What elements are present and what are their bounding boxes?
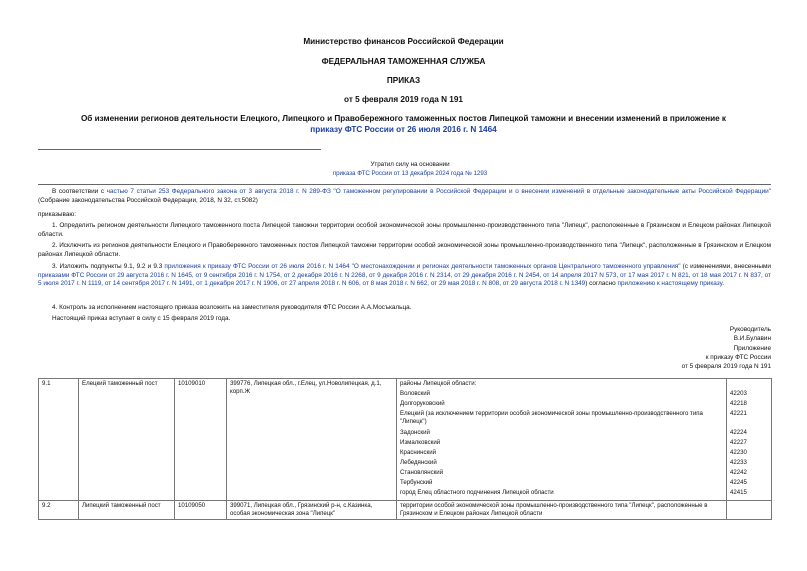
region-code: 42224 xyxy=(730,429,747,436)
region-name: Елецкий (за исключением территории особой экономической зоны промышленно-производственного типа "Липецк") xyxy=(400,410,703,425)
region-code: 42233 xyxy=(730,459,747,466)
region-code: 42415 xyxy=(730,489,747,496)
region-code: 42227 xyxy=(730,439,747,446)
header-divider xyxy=(38,149,321,150)
region-name: Лебедянский xyxy=(400,459,437,466)
federal-law-link[interactable]: частью 7 статьи 253 Федерального закона от 3 августа 2018 г. N 289-ФЗ "О таможенном регулировании в Российской Федерации и о внесении изменений в отдельные законодательные акты Российской Федерации" xyxy=(106,188,771,195)
item-4: 4. Контроль за исполнением настоящего приказа возложить на заместителя руководителя ФТС России А.А.Мосъкальца. xyxy=(52,304,412,311)
appendix-label: Приложение xyxy=(733,344,771,352)
item-3-text-c: ) согласно xyxy=(585,280,618,288)
preamble-paragraph xyxy=(38,188,771,205)
appendix-ref: к приказу ФТС России xyxy=(705,353,771,361)
post-address: 399776, Липецкая обл., г.Елец, ул.Новолипецкая, д.1, корп.Ж xyxy=(227,379,397,501)
region-code: 42230 xyxy=(730,449,747,456)
post-name: Липецкий таможенный пост xyxy=(79,501,175,520)
item-3 xyxy=(38,263,771,289)
region-codes xyxy=(727,379,772,501)
region-name: Воловский xyxy=(400,390,431,397)
regions-table xyxy=(38,378,772,520)
post-address: 399071, Липецкая обл., Грязинский р-н, с.Казинка, особая экономическая зона "Липецк" xyxy=(227,501,397,520)
region-name: Становлянский xyxy=(400,469,444,476)
signer-name: В.И.Булавин xyxy=(733,335,771,343)
signature-block xyxy=(682,325,771,371)
table-row xyxy=(39,501,772,520)
item-5: Настоящий приказ вступает в силу с 15 февраля 2019 года. xyxy=(52,315,231,322)
item-2: 2. Исключить из регионов деятельности Елецкого и Правобережного таможенных постов Липецкой таможни территории особой экономической зоны промышленно-производственного типа "Липецк", расположенные в Грязинском и Елецком районах Липецкой области. xyxy=(38,242,771,258)
row-number: 9.1 xyxy=(39,379,79,501)
region-text: территории особой экономической зоны промышленно-производственного типа "Липецк", расположенные в Грязинском и Елецком районах Липецкой области xyxy=(397,501,727,520)
repeal-notice-link[interactable]: приказа ФТС России от 13 декабря 2024 года № 1293 xyxy=(332,169,488,177)
doc-date-number: от 5 февраля 2019 года N 191 xyxy=(344,95,463,104)
region-name: Долгоруковский xyxy=(400,400,445,407)
doc-title-text: Об изменении регионов деятельности Елецкого, Липецкого и Правобережного таможенных постов Липецкой таможни и внесении изменений в приложение к xyxy=(80,114,727,123)
row-number: 9.2 xyxy=(39,501,79,520)
item-3-text: 3. Изложить подпункты 9.1, 9.2 и 9.3 xyxy=(52,263,165,270)
region-code: 42245 xyxy=(730,479,747,486)
body-divider xyxy=(38,184,771,185)
order-word: приказываю: xyxy=(38,211,76,218)
preamble-source: (Собрание законодательства Российской Федерации, 2018, N 32, ст.5082) xyxy=(38,196,258,204)
region-code: 42218 xyxy=(730,400,747,407)
region-name: Тербунский xyxy=(400,479,433,486)
item-3-text-b: (с изменениями, внесенными xyxy=(680,263,771,270)
preamble-text: В соответствии с xyxy=(52,188,107,195)
region-name: Задонский xyxy=(400,429,430,436)
region-code: 42221 xyxy=(730,410,747,417)
service-name: ФЕДЕРАЛЬНАЯ ТАМОЖЕННАЯ СЛУЖБА xyxy=(321,57,486,66)
region-list xyxy=(397,379,727,501)
signer-role: Руководитель xyxy=(729,326,771,333)
item-1: 1. Определить регионом деятельности Липецкого таможенного поста Липецкой таможни территории особой экономической зоны промышленно-производственного типа "Липецк", расположенные в Грязинском и Елецком районах Липецкой области. xyxy=(38,222,771,238)
repeal-notice-text: Утратил силу на основании xyxy=(370,161,450,168)
region-code: 42242 xyxy=(730,469,747,476)
appendix-link[interactable]: приложению к настоящему приказу xyxy=(617,280,723,288)
doc-title-link[interactable]: приказу ФТС России от 26 июля 2016 г. N 1464 xyxy=(310,124,497,134)
ministry-name: Министерство финансов Российской Федерации xyxy=(303,37,504,46)
table-row xyxy=(39,379,772,501)
repeal-notice xyxy=(200,161,620,179)
item-3-text-d: . xyxy=(722,280,724,288)
doc-title xyxy=(40,114,767,135)
post-code: 10109050 xyxy=(175,501,227,520)
region-codes xyxy=(727,501,772,520)
appendix-date: от 5 февраля 2019 года N 191 xyxy=(681,363,771,371)
appendix-order-link[interactable]: приложения к приказу ФТС России от 26 июля 2016 г. N 1464 "О местонахождении и регионах деятельности таможенных органов Центрального таможенного управления" xyxy=(164,263,681,270)
region-code: 42203 xyxy=(730,390,747,397)
region-code-spacer xyxy=(730,380,768,390)
region-name: город Елец областного подчинения Липецкой области xyxy=(400,489,554,496)
doc-type: ПРИКАЗ xyxy=(386,76,421,85)
amending-orders-link[interactable]: приказами ФТС России от 29 августа 2016 г. N 1645, от 9 сентября 2016 г. N 1754, от 2 декабря 2016 г. N 2268, от 9 декабря 2016 г. N 2314, от 29 декабря 2016 г. N 2454, от 14 апреля 2017 N 573, от 17 мая 2017 г. N 821, от 18 мая 2017 г. N 837, от 5 июля 2017 г. N 1119, от 14 сентября 2017 г. N 1491, от 1 декабря 2017 г. N 1906, от 27 апреля 2018 г. N 606, от 8 мая 2018 г. N 662, от 29 мая 2018 г. N 808, от 29 августа 2018 г. N 1349 xyxy=(38,271,771,288)
post-name: Елецкий таможенный пост xyxy=(79,379,175,501)
region-name: Измалковский xyxy=(400,439,441,446)
region-name: Краснинский xyxy=(400,449,437,456)
region-header: районы Липецкой области: xyxy=(400,380,477,387)
post-code: 10109010 xyxy=(175,379,227,501)
